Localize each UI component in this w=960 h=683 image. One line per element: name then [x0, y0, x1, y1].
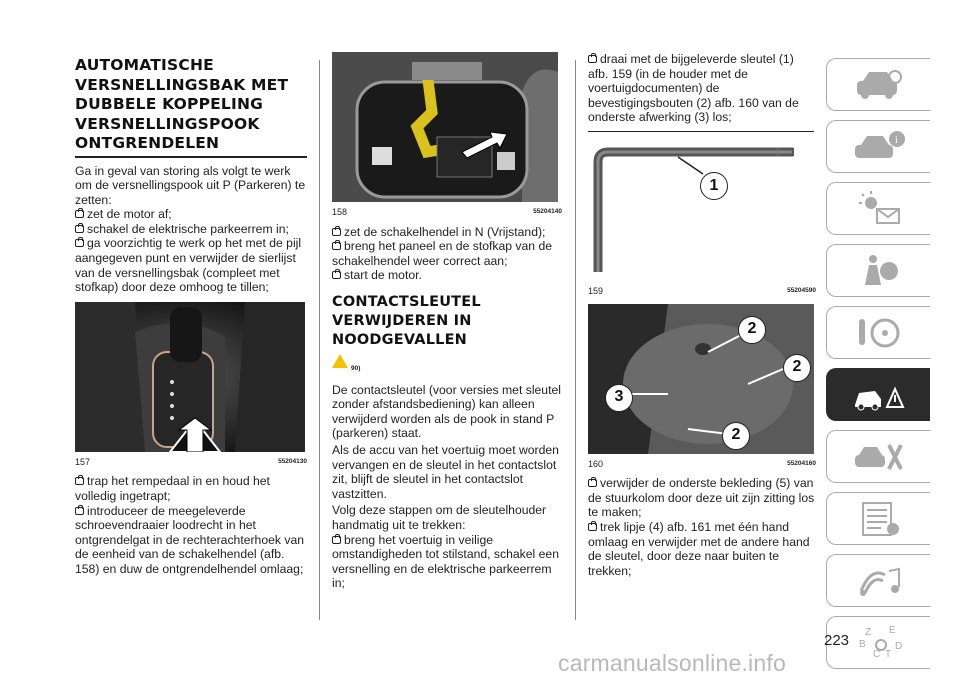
section-heading	[332, 293, 562, 350]
bullet-icon	[332, 536, 341, 544]
tab-service[interactable]	[826, 430, 930, 483]
index-letter-c: C	[872, 648, 880, 660]
bullet-item	[332, 533, 562, 591]
bullet-icon	[588, 479, 597, 487]
tab-dashboard[interactable]	[826, 58, 930, 111]
bullet-item	[332, 225, 562, 240]
heading-line: NOODGEVALLEN	[332, 331, 468, 348]
tab-car-info[interactable]	[826, 120, 930, 173]
column-1	[75, 56, 307, 577]
bullet-item	[75, 236, 307, 294]
index-letter-t: T	[884, 648, 891, 660]
bullet-item	[75, 207, 307, 222]
bullet-text: introduceer de meegeleverde schroevendraaier loodrecht in het ontgrendelgat in de rechterachterhoek van de eenheid van de schakelhendel (afb. 158) en duw de ontgrendelhendel omlaag;	[75, 503, 305, 576]
index-letter-e: E	[888, 624, 896, 636]
bullet-text: draai met de bijgeleverde sleutel (1) afb. 159 (in de houder met de voertuigdocumenten) de bevestigingsbouten (2) afb. 160 van de onderste afwerking (3) los;	[588, 52, 799, 125]
callout-3: 3	[605, 384, 633, 412]
bullet-text: trek lipje (4) afb. 161 met één hand omlaag en verwijder met de andere hand de sleutel, door deze naar buiten te trekken;	[588, 519, 810, 578]
callout-2: 2	[783, 354, 811, 382]
bullet-icon	[588, 55, 597, 63]
steering-wheel-icon	[851, 313, 907, 353]
intro-paragraph: Ga in geval van storing als volgt te werk om de versnellingspook uit P (Parkeren) te zetten:	[75, 163, 306, 207]
warning-triangle-icon	[332, 354, 348, 368]
paragraph: Als de accu van het voertuig moet worden vervangen en de sleutel in het contactslot zit, blijft de sleutel in het contactslot vastzitten.	[332, 442, 559, 501]
figure-number: 159	[588, 285, 604, 296]
bullet-icon	[588, 523, 597, 531]
tab-multimedia[interactable]	[826, 554, 930, 607]
paragraph: Volg deze stappen om de sleutelhouder handmatig uit te trekken:	[332, 503, 547, 532]
bullet-item	[332, 239, 562, 268]
column-divider	[575, 60, 576, 620]
tab-driving[interactable]	[826, 306, 930, 359]
heading-line: VERSNELLINGSPOOK	[75, 114, 260, 133]
warning-reference	[332, 354, 562, 377]
heading-line: ONTGRENDELEN	[75, 134, 220, 152]
bullet-icon	[332, 242, 341, 250]
bullet-icon	[332, 271, 341, 279]
figure-159-illustration	[588, 131, 814, 281]
watermark: carmanualsonline.info	[558, 650, 786, 676]
bullet-item	[75, 504, 307, 577]
figure-158-photo	[332, 52, 558, 202]
bullet-text: ga voorzichtig te werk op het met de pijl aangegeven punt en verwijder de sierlijst van de versnellingsbak (compleet met stofkap) door deze omhoog te tillen;	[75, 236, 302, 295]
bullet-item	[75, 222, 307, 237]
figure-157-photo	[75, 302, 305, 452]
bullet-icon	[332, 228, 341, 236]
figure-158-caption	[332, 205, 562, 220]
column-divider	[319, 60, 320, 620]
car-info-icon	[851, 127, 907, 167]
technical-data-icon	[851, 499, 907, 539]
page-number: 223	[824, 632, 850, 649]
bullet-icon	[75, 239, 84, 247]
multimedia-icon	[851, 561, 907, 601]
bullet-text: zet de motor af;	[87, 207, 172, 222]
figure-number: 158	[332, 207, 348, 217]
index-letter-d: D	[894, 640, 902, 652]
bullet-icon	[75, 210, 84, 218]
figure-160-photo	[588, 304, 814, 454]
tab-emergency[interactable]	[826, 368, 930, 421]
bullet-icon	[75, 507, 84, 515]
figure-number: 157	[75, 456, 91, 467]
figure-160-caption	[588, 457, 816, 472]
bullet-item	[588, 476, 816, 520]
safety-airbag-icon	[851, 251, 907, 291]
figure-code: 55204590	[787, 286, 816, 294]
service-tools-icon	[851, 437, 907, 477]
callout-2: 2	[738, 316, 766, 344]
heading-line: DUBBELE KOPPELING	[75, 95, 264, 113]
tab-warning-lights[interactable]	[826, 182, 930, 235]
figure-number: 160	[588, 458, 604, 469]
callout-2: 2	[722, 422, 750, 450]
index-icon	[851, 623, 907, 663]
callout-1: 1	[700, 172, 728, 200]
figure-code: 55204160	[787, 459, 816, 467]
bullet-text: verwijder de onderste bekleding (5) van de stuurkolom door deze uit zijn zitting los te maken;	[588, 476, 815, 520]
column-2	[332, 52, 562, 591]
bullet-item	[588, 520, 816, 578]
bullet-text: start de motor.	[344, 268, 422, 283]
heading-line: AUTOMATISCHE	[75, 56, 214, 74]
paragraph: De contactsleutel (voor versies met sleutel zonder afstandsbediening) kan alleen verwijderd worden als de pook in stand P (parkeren) staat.	[332, 382, 561, 441]
bullet-text: trap het rempedaal in en houd het volledig ingetrapt;	[75, 474, 270, 504]
figure-code: 55204140	[533, 208, 562, 215]
bullet-item	[588, 52, 816, 125]
tab-technical-data[interactable]	[826, 492, 930, 545]
svg-text:i: i	[894, 134, 898, 146]
warning-ref-number: 90)	[351, 364, 361, 372]
chapter-tabs	[826, 58, 930, 678]
index-letter-z: Z	[864, 626, 871, 638]
car-dashboard-icon	[851, 65, 907, 105]
emergency-icon	[851, 375, 907, 415]
bullet-text: zet de schakelhendel in N (Vrijstand);	[344, 224, 546, 239]
heading-line: CONTACTSLEUTEL	[332, 293, 481, 310]
bullet-icon	[75, 225, 84, 233]
heading-line: VERSNELLINGSBAK MET	[75, 75, 289, 94]
figure-159-caption	[588, 284, 816, 299]
figure-code: 55204130	[278, 457, 307, 465]
section-heading	[75, 56, 307, 154]
bullet-text: schakel de elektrische parkeerrem in;	[87, 221, 289, 236]
tab-safety[interactable]	[826, 244, 930, 297]
column-3	[588, 52, 816, 578]
bullet-item	[75, 474, 307, 503]
bullet-text: breng het voertuig in veilige omstandigheden tot stilstand, schakel een versnelling en de elektrische parkeerrem in;	[332, 532, 559, 591]
bullet-text: breng het paneel en de stofkap van de schakelhendel weer correct aan;	[332, 239, 553, 268]
figure-157-caption	[75, 455, 307, 470]
bullet-item	[332, 268, 562, 283]
heading-rule	[75, 156, 307, 158]
index-letter-b: B	[858, 638, 866, 650]
bullet-icon	[75, 477, 84, 485]
warning-lights-icon	[851, 189, 907, 229]
heading-line: VERWIJDEREN IN	[332, 312, 472, 329]
